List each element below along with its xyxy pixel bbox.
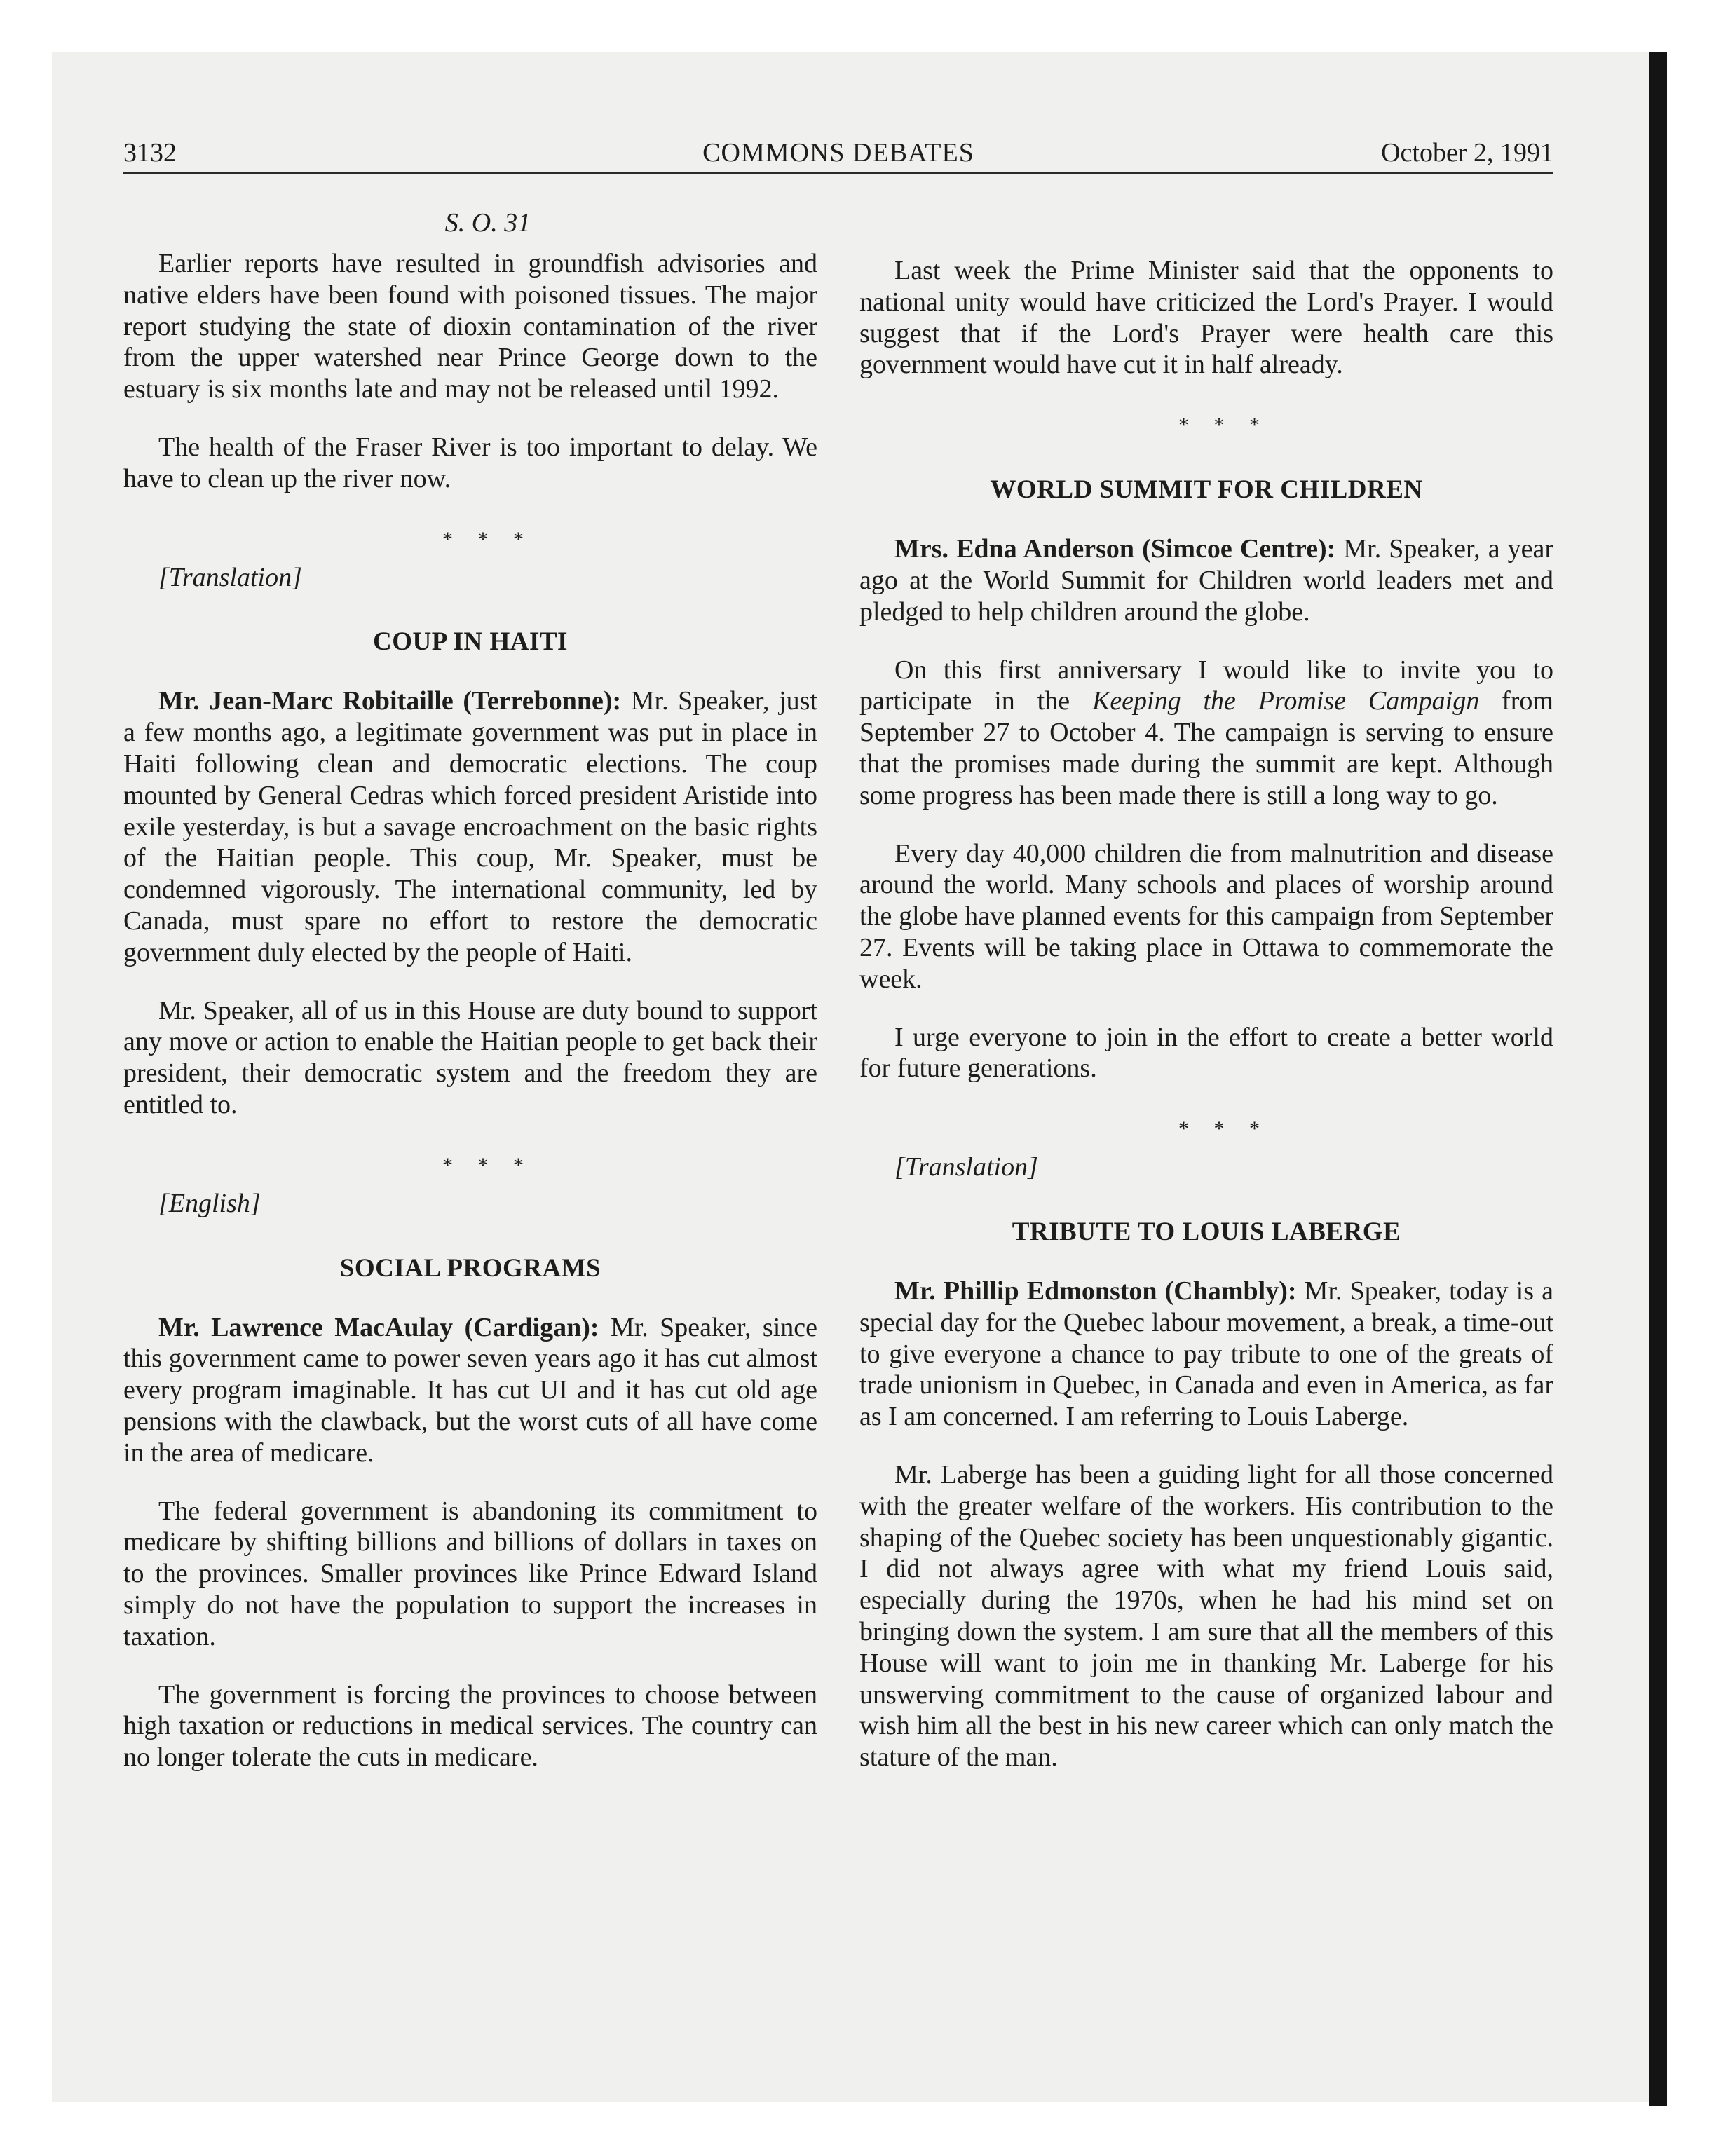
paragraph-dioxin-reports: Earlier reports have resulted in groundfish advisories and native elders have been found with poisoned tissues. The major report studying the state of dioxin contamination of the river from the upper watershed near Prince George down to the estuary is six months late and may not be released until 1992. [123,249,817,404]
paragraph-duty-bound: Mr. Speaker, all of us in this House are duty bound to support any move or action to enable the Haitian people to get back their president, their democratic system and the freedom they are entitled to. [123,995,817,1119]
language-tag-english: [English] [158,1188,261,1218]
section-separator: * * * [442,527,533,551]
publication-date: October 2, 1991 [1381,138,1553,168]
speaker-robitaille: Mr. Jean-Marc Robitaille (Terrebonne): [158,686,622,716]
campaign-title: Keeping the Promise Campaign [1091,686,1480,716]
section-separator: * * * [442,1153,533,1177]
paragraph-first-anniversary: On this first anniversary I would like to invite you to participate in the Keeping the Promise Campaign from September 27 to October 4. The campaign is serving to ensure that the promises made during the summit are kept. Although some progress has been made there is still a long way to go. [859,655,1553,810]
heading-tribute-laberge: TRIBUTE TO LOUIS LABERGE [1012,1217,1401,1246]
speaker-anderson: Mrs. Edna Anderson (Simcoe Centre): [894,534,1336,564]
paragraph-macaulay: Mr. Lawrence MacAulay (Cardigan): Mr. Speaker, since this government came to power seven years ago it has cut almost every program imaginable. It has cut UI and it has cut old age pensions with the clawback, but the worst cuts of all have come in the area of medicare. [123,1312,817,1468]
section-separator: * * * [1178,414,1270,437]
paragraph-robitaille: Mr. Jean-Marc Robitaille (Terrebonne): Mr. Speaker, just a few months ago, a legitimate government was put in place in Haiti following clean and democratic elections. The coup mounted by General Cedras which forced president Aristide into exile yesterday, is but a savage encroachment on the basic rights of the Haitian people. This coup, Mr. Speaker, must be condemned vigorously. The international community, led by Canada, must spare no effort to restore the democratic government duly elected by the people of Haiti. [123,686,817,967]
standing-order-label: S. O. 31 [444,208,531,238]
running-head [123,132,1553,174]
paragraph-guiding-light: Mr. Laberge has been a guiding light for all those concerned with the greater welfare of the workers. His contribution to the shaping of the Quebec society has been unquestionably gigantic. I did not always agree with what my friend Louis said, especially during the 1970s, when he had his mind set on bringing down the system. I am sure that all the members of this House will want to join me in thanking Mr. Laberge for his unswerving commitment to the cause of organized labour and wish him all the best in his new career which can only match the stature of the man. [859,1459,1553,1773]
paragraph-urge-everyone: I urge everyone to join in the effort to create a better world for future generations. [859,1022,1553,1084]
scan-edge-bar [1649,52,1667,2106]
paragraph-lords-prayer: Last week the Prime Minister said that the opponents to national unity would have criticized the Lord's Prayer. I would suggest that if the Lord's Prayer were health care this government would have cut it in half already. [859,256,1553,380]
publication-title: COMMONS DEBATES [702,138,974,168]
heading-social-programs: SOCIAL PROGRAMS [339,1253,601,1283]
section-separator: * * * [1178,1117,1270,1141]
language-tag-translation: [Translation] [158,562,302,592]
header-rule [123,172,1553,174]
paragraph-every-day: Every day 40,000 children die from malnutrition and disease around the world. Many schools and places of worship around the globe have planned events for this campaign from September 27. Events will be taking place in Ottawa to commemorate the week. [859,838,1553,994]
paragraph-anderson: Mrs. Edna Anderson (Simcoe Centre): Mr. Speaker, a year ago at the World Summit for Children world leaders met and pledged to help children around the globe. [859,534,1553,627]
paragraph-fraser-river: The health of the Fraser River is too important to delay. We have to clean up the river now. [123,432,817,493]
paragraph-edmonston: Mr. Phillip Edmonston (Chambly): Mr. Speaker, today is a special day for the Quebec labour movement, a break, a time-out to give everyone a chance to pay tribute to one of the greats of trade unionism in Quebec, in Canada and even in America, as far as I am concerned. I am referring to Louis Laberge. [859,1276,1553,1432]
page-number: 3132 [123,138,177,168]
heading-coup-in-haiti: COUP IN HAITI [373,627,568,657]
right-column [859,255,1553,1773]
heading-world-summit: WORLD SUMMIT FOR CHILDREN [990,475,1423,505]
paragraph-provinces-choose: The government is forcing the provinces to choose between high taxation or reductions in medical services. The country can no longer tolerate the cuts in medicare. [123,1679,817,1773]
paragraph-federal-government: The federal government is abandoning its commitment to medicare by shifting billions and billions of dollars in taxes on to the provinces. Smaller provinces like Prince Edward Island simply do not have the population to support the increases in taxation. [123,1496,817,1651]
speaker-edmonston: Mr. Phillip Edmonston (Chambly): [894,1276,1297,1306]
left-column [123,202,817,1773]
speaker-macaulay: Mr. Lawrence MacAulay (Cardigan): [158,1312,599,1342]
language-tag-translation: [Translation] [894,1152,1038,1182]
